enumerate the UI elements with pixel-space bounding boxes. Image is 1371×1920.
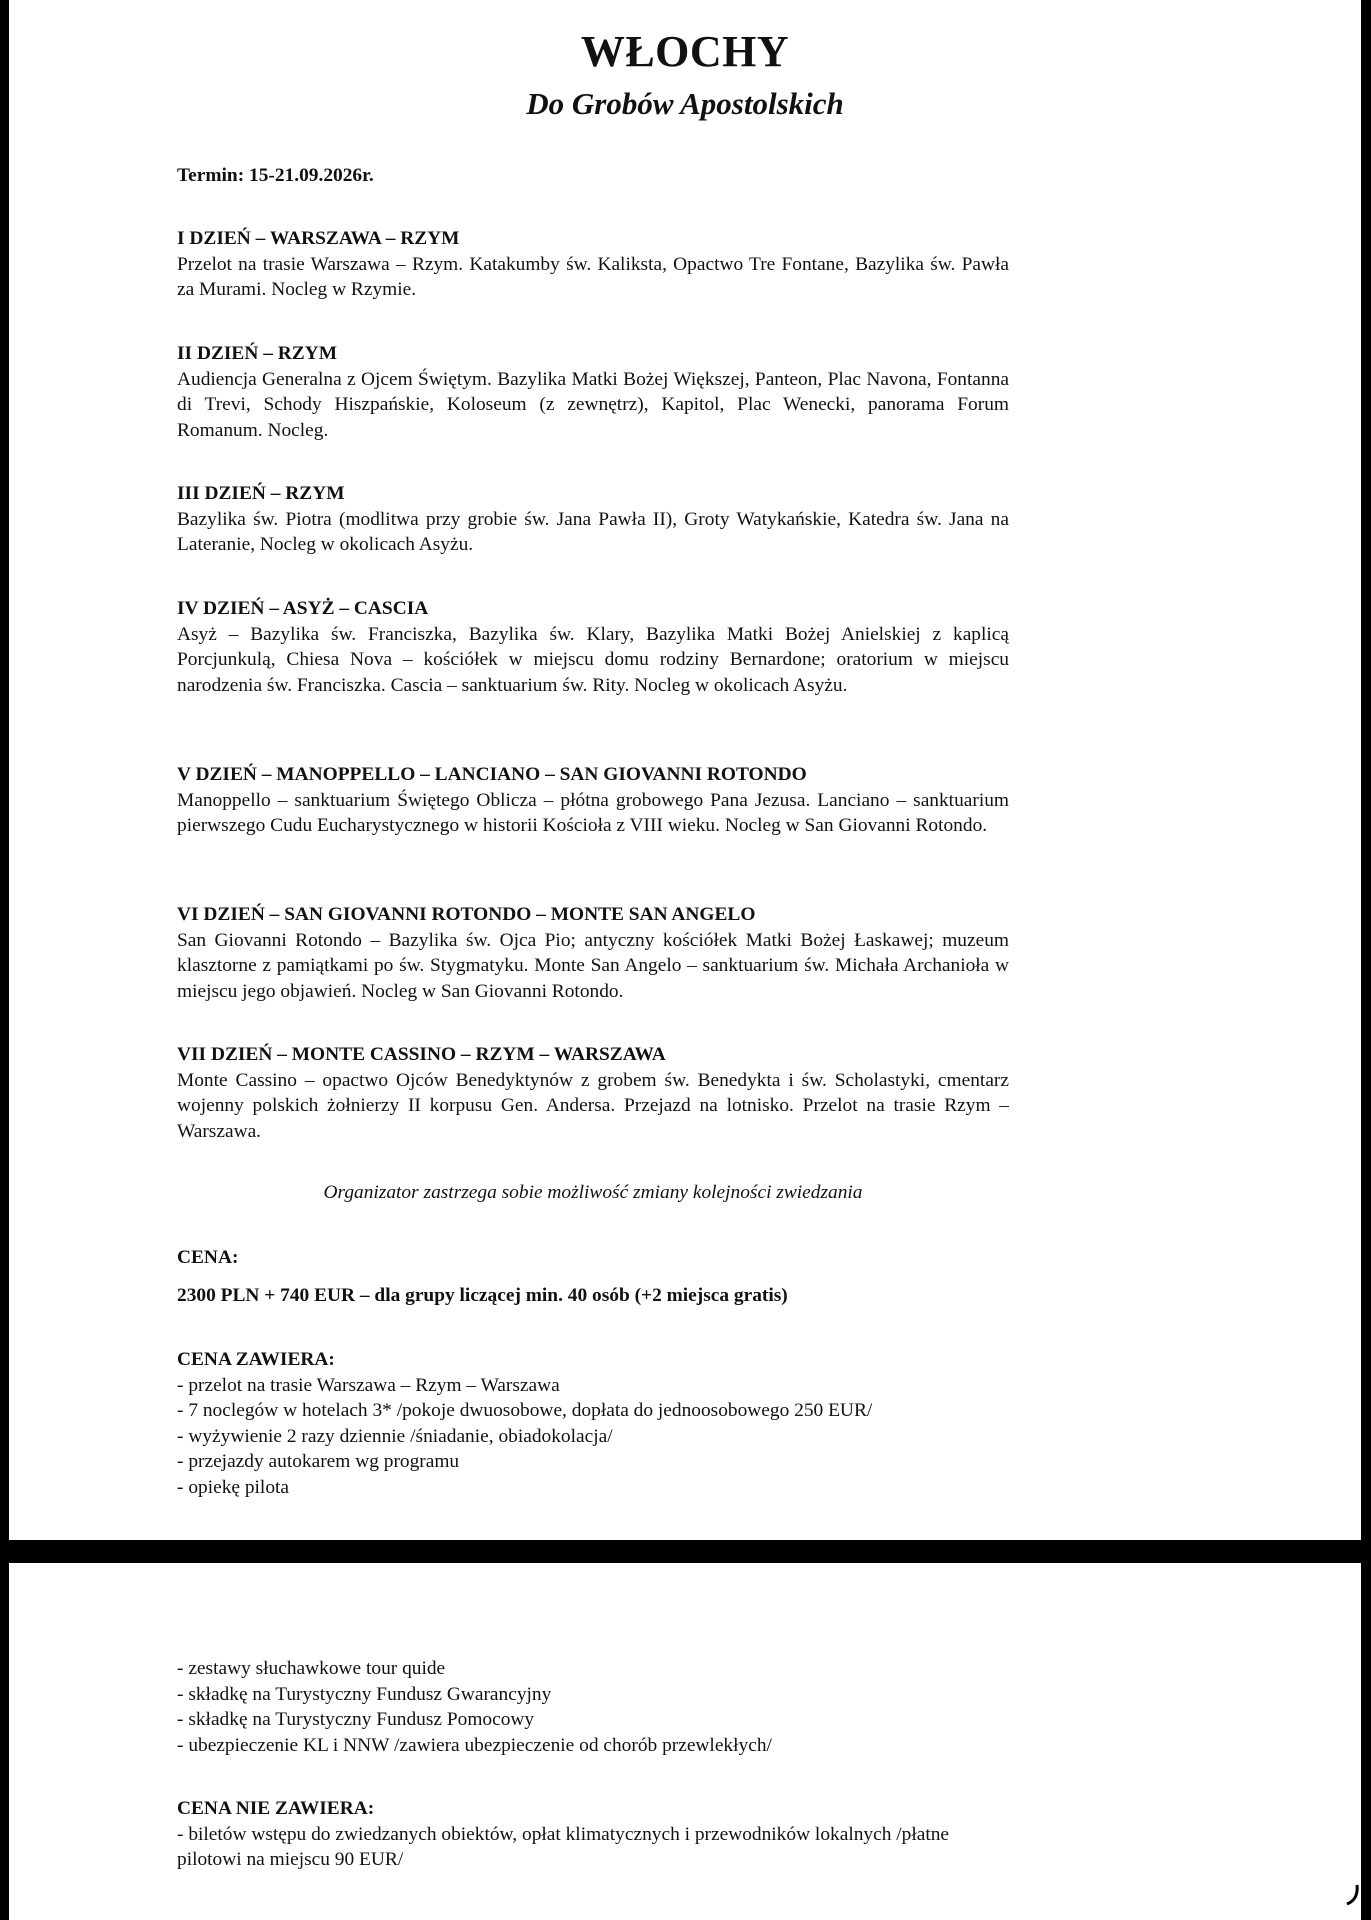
page-curl-mark (1345, 1884, 1359, 1906)
list-item: - wyżywienie 2 razy dziennie /śniadanie, obiadokolacja/ (177, 1424, 1009, 1450)
day-heading: IV DZIEŃ – ASYŻ – CASCIA (177, 598, 429, 619)
day-1 (177, 226, 1009, 303)
day-heading: VII DZIEŃ – MONTE CASSINO – RZYM – WARSZAWA (177, 1044, 666, 1065)
day-text: Manoppello – sanktuarium Świętego Oblicza – płótna grobowego Pana Jezusa. Lanciano – sanktuarium pierwszego Cudu Eucharystycznego w historii Kościoła z VIII wieku. Nocleg w San Giovanni Rotondo. (177, 789, 1009, 836)
day-4 (177, 596, 1009, 698)
includes-section (177, 1347, 1009, 1500)
includes-continued (177, 1656, 1009, 1758)
day-2 (177, 341, 1009, 443)
document-page-2 (9, 1563, 1361, 1920)
list-item: - składkę na Turystyczny Fundusz Gwarancyjny (177, 1682, 1009, 1708)
day-3 (177, 481, 1009, 558)
day-text: Monte Cassino – opactwo Ojców Benedyktynów z grobem św. Benedykta i św. Scholastyki, cmentarz wojenny polskich żołnierzy II korpusu Gen. Andersa. Przejazd na lotnisko. Przelot na trasie Rzym – Warszawa. (177, 1069, 1009, 1142)
day-5 (177, 762, 1009, 839)
day-text: San Giovanni Rotondo – Bazylika św. Ojca Pio; antyczny kościółek Matki Bożej Łaskawej; muzeum klasztorne z pamiątkami po św. Stygmatyku. Monte San Angelo – sanktuarium św. Michała Archanioła w miejscu jego objawień. Nocleg w San Giovanni Rotondo. (177, 929, 1009, 1002)
price-label: CENA: (177, 1247, 239, 1268)
day-text: Przelot na trasie Warszawa – Rzym. Katakumby św. Kaliksta, Opactwo Tre Fontane, Bazylika św. Pawła za Murami. Nocleg w Rzymie. (177, 253, 1009, 300)
organizer-note: Organizator zastrzega sobie możliwość zmiany kolejności zwiedzania (323, 1182, 863, 1203)
day-heading: I DZIEŃ – WARSZAWA – RZYM (177, 228, 460, 249)
day-text: Bazylika św. Piotra (modlitwa przy grobie św. Jana Pawła II), Groty Watykańskie, Katedra św. Jana na Lateranie, Nocleg w okolicach Asyżu. (177, 508, 1009, 555)
list-item: - przelot na trasie Warszawa – Rzym – Warszawa (177, 1373, 1009, 1399)
day-heading: III DZIEŃ – RZYM (177, 483, 345, 504)
trip-term: Termin: 15-21.09.2026r. (177, 165, 374, 186)
day-heading: V DZIEŃ – MANOPPELLO – LANCIANO – SAN GIOVANNI ROTONDO (177, 764, 807, 785)
day-6 (177, 902, 1009, 1004)
includes-list-continued (177, 1656, 1009, 1758)
day-7 (177, 1042, 1009, 1144)
list-item: - składkę na Turystyczny Fundusz Pomocowy (177, 1707, 1009, 1733)
excludes-list (177, 1822, 1009, 1873)
document-page-1 (9, 0, 1361, 1540)
list-item: - ubezpieczenie KL i NNW /zawiera ubezpieczenie od chorób przewlekłych/ (177, 1733, 1009, 1759)
price-value: 2300 PLN + 740 EUR – dla grupy liczącej min. 40 osób (+2 miejsca gratis) (177, 1285, 788, 1306)
includes-label: CENA ZAWIERA: (177, 1349, 335, 1370)
excludes-section (177, 1796, 1009, 1873)
list-item: - zestawy słuchawkowe tour quide (177, 1656, 1009, 1682)
includes-list (177, 1373, 1009, 1501)
document-title: WŁOCHY (580, 27, 790, 76)
list-item: - opiekę pilota (177, 1475, 1009, 1501)
day-text: Asyż – Bazylika św. Franciszka, Bazylika św. Klary, Bazylika Matki Bożej Anielskiej z kaplicą Porcjunkulą, Chiesa Nova – kościółek w miejscu domu rodziny Bernardone; oratorium w miejscu narodzenia św. Franciszka. Cascia – sanktuarium św. Rity. Nocleg w okolicach Asyżu. (177, 623, 1009, 696)
list-item: - przejazdy autokarem wg programu (177, 1449, 1009, 1475)
document-subtitle: Do Grobów Apostolskich (526, 86, 844, 121)
list-item: - 7 noclegów w hotelach 3* /pokoje dwuosobowe, dopłata do jednoosobowego 250 EUR/ (177, 1398, 1009, 1424)
list-item: - biletów wstępu do zwiedzanych obiektów, opłat klimatycznych i przewodników lokalnych /płatne pilotowi na miejscu 90 EUR/ (177, 1822, 1009, 1873)
day-text: Audiencja Generalna z Ojcem Świętym. Bazylika Matki Bożej Większej, Panteon, Plac Navona, Fontanna di Trevi, Schody Hiszpańskie, Koloseum (z zewnętrz), Kapitol, Plac Wenecki, panorama Forum Romanum. Nocleg. (177, 368, 1009, 441)
excludes-label: CENA NIE ZAWIERA: (177, 1798, 375, 1819)
day-heading: VI DZIEŃ – SAN GIOVANNI ROTONDO – MONTE SAN ANGELO (177, 904, 756, 925)
day-heading: II DZIEŃ – RZYM (177, 343, 337, 364)
